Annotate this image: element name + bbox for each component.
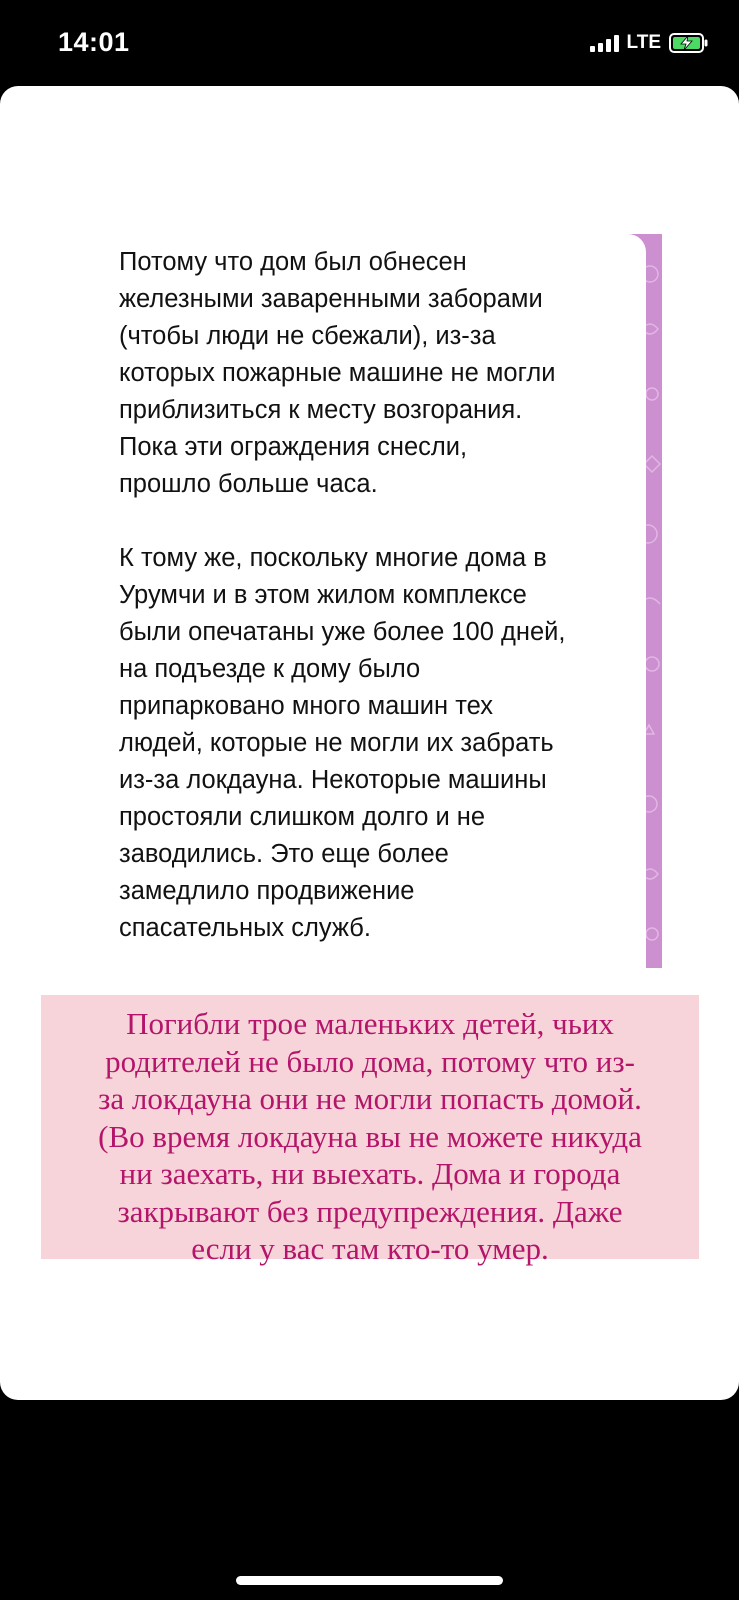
chat-screenshot — [99, 234, 662, 968]
battery-charging-icon — [669, 33, 709, 53]
caption-text: Погибли трое маленьких детей, чьих родителей не было дома, потому что из- за локдауна они не могли попасть домой. (Во время локдауна вы не можете никуда ни заехать, ни выехать. Дома и города закрывают без предупреждения. Даже если у вас там кто-то умер. — [98, 1006, 642, 1266]
home-indicator[interactable] — [236, 1576, 503, 1585]
status-time: 14:01 — [58, 27, 130, 57]
signal-icon — [590, 34, 619, 52]
status-bar — [0, 0, 739, 86]
status-indicators — [590, 32, 709, 54]
story-card — [0, 86, 739, 1400]
message-bubble — [99, 234, 646, 968]
caption-box — [41, 995, 699, 1266]
network-label: LTE — [626, 32, 661, 53]
message-text: Потому что дом был обнесен железными заваренными заборами (чтобы люди не сбежали), из-за которых пожарные машине не могли приблизиться к месту возгорания. Пока эти ограждения снесли, прошло больше часа. К тому же, поскольку многие дома в Урумчи и в этом жилом комплексе были опечатаны уже более 100 дней, на подъезде к дому было припарковано много машин тех людей, которые не могли их забрать из-за локдауна. Некоторые машины простояли слишком долго и не заводились. Это еще более замедлило продвижение спасательных служб. — [119, 248, 566, 942]
